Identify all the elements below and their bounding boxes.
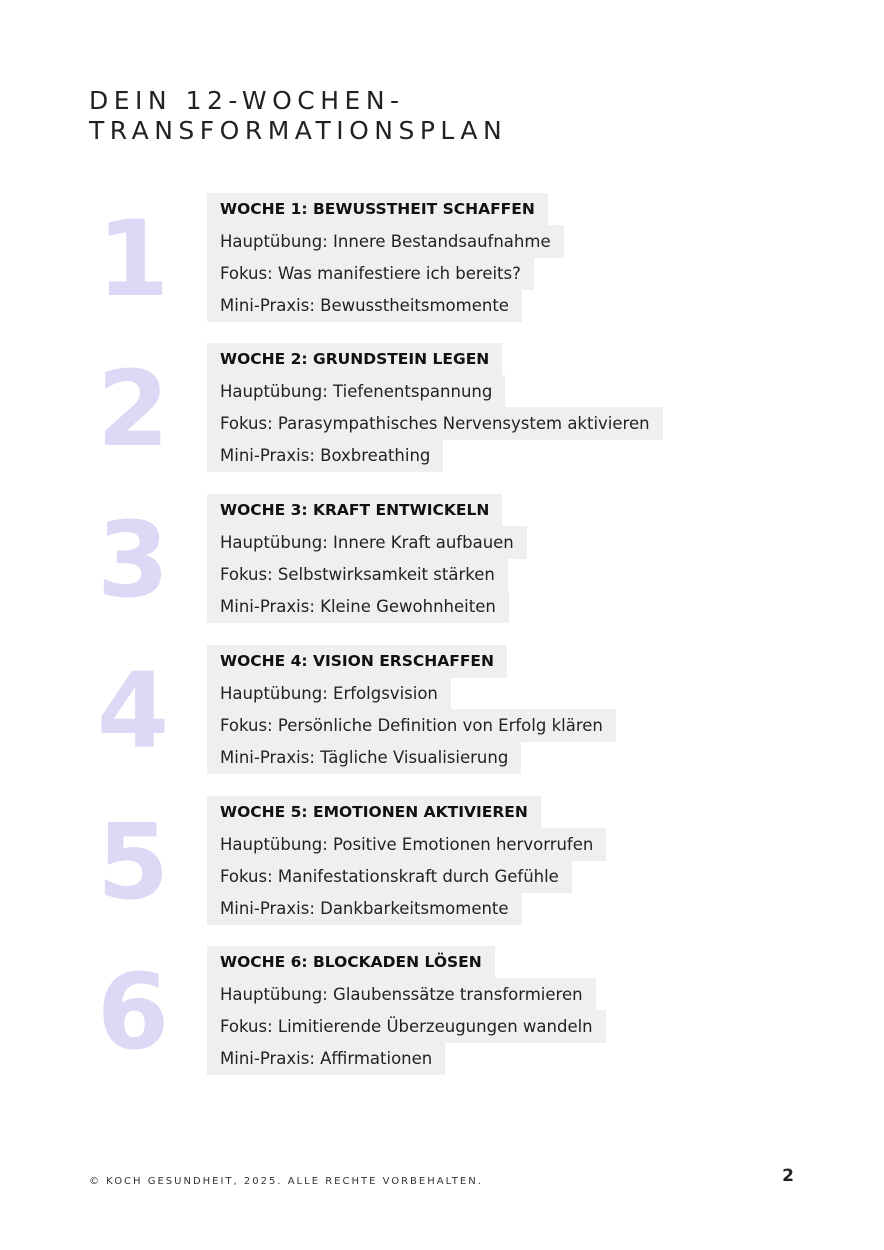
- week-number: 3: [96, 499, 170, 621]
- week-focus: Fokus: Was manifestiere ich bereits?: [207, 257, 534, 290]
- week-focus: Fokus: Persönliche Definition von Erfolg klären: [207, 709, 616, 742]
- week-details: [207, 343, 663, 471]
- week-heading: WOCHE 2: GRUNDSTEIN LEGEN: [207, 343, 502, 376]
- week-1: [0, 193, 884, 333]
- week-details: [207, 946, 606, 1074]
- week-heading: WOCHE 3: KRAFT ENTWICKELN: [207, 494, 502, 527]
- week-main-exercise: Hauptübung: Erfolgsvision: [207, 677, 451, 710]
- week-2: [0, 343, 884, 483]
- page-number: 2: [782, 1166, 794, 1186]
- week-number: 6: [96, 951, 170, 1073]
- week-mini-practice: Mini-Praxis: Bewusstheitsmomente: [207, 289, 522, 322]
- week-3: [0, 494, 884, 634]
- copyright-footer: © KOCH GESUNDHEIT, 2025. ALLE RECHTE VORBEHALTEN.: [89, 1176, 483, 1187]
- week-details: [207, 645, 616, 773]
- week-main-exercise: Hauptübung: Glaubenssätze transformieren: [207, 978, 596, 1011]
- week-heading: WOCHE 1: BEWUSSTHEIT SCHAFFEN: [207, 193, 548, 226]
- week-4: [0, 645, 884, 785]
- week-6: [0, 946, 884, 1086]
- week-number: 2: [96, 348, 170, 470]
- week-number: 1: [96, 198, 170, 320]
- week-5: [0, 796, 884, 936]
- week-main-exercise: Hauptübung: Positive Emotionen hervorrufen: [207, 828, 606, 861]
- week-mini-practice: Mini-Praxis: Affirmationen: [207, 1042, 445, 1075]
- week-mini-practice: Mini-Praxis: Boxbreathing: [207, 439, 443, 472]
- week-details: [207, 796, 606, 924]
- week-focus: Fokus: Selbstwirksamkeit stärken: [207, 558, 508, 591]
- week-focus: Fokus: Limitierende Überzeugungen wandeln: [207, 1010, 606, 1043]
- week-focus: Fokus: Parasympathisches Nervensystem aktivieren: [207, 407, 663, 440]
- week-details: [207, 494, 527, 622]
- week-details: [207, 193, 564, 321]
- week-number: 5: [96, 801, 170, 923]
- week-mini-practice: Mini-Praxis: Dankbarkeitsmomente: [207, 892, 522, 925]
- week-heading: WOCHE 5: EMOTIONEN AKTIVIEREN: [207, 796, 541, 829]
- week-focus: Fokus: Manifestationskraft durch Gefühle: [207, 860, 572, 893]
- week-mini-practice: Mini-Praxis: Kleine Gewohnheiten: [207, 590, 509, 623]
- page-title-line-2: TRANSFORMATIONSPLAN: [89, 116, 508, 145]
- week-heading: WOCHE 6: BLOCKADEN LÖSEN: [207, 946, 495, 979]
- week-mini-practice: Mini-Praxis: Tägliche Visualisierung: [207, 741, 521, 774]
- week-main-exercise: Hauptübung: Innere Bestandsaufnahme: [207, 225, 564, 258]
- week-main-exercise: Hauptübung: Tiefenentspannung: [207, 375, 505, 408]
- page-title: [89, 86, 689, 146]
- page-title-line-1: DEIN 12-WOCHEN-: [89, 86, 405, 115]
- week-number: 4: [96, 650, 170, 772]
- week-heading: WOCHE 4: VISION ERSCHAFFEN: [207, 645, 507, 678]
- week-main-exercise: Hauptübung: Innere Kraft aufbauen: [207, 526, 527, 559]
